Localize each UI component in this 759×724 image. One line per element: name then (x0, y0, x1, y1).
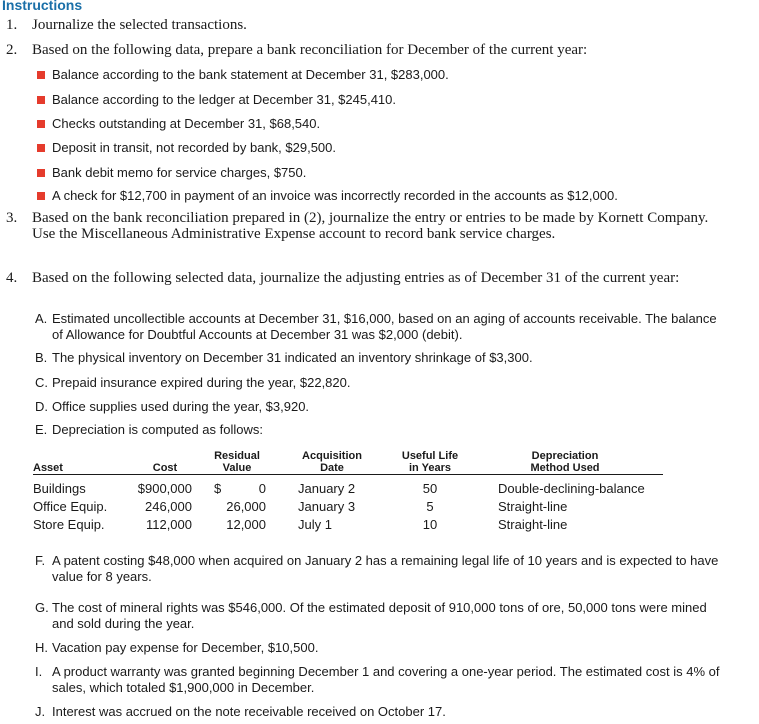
row-3-method: Straight-line (498, 517, 568, 532)
row-1-asset: Buildings (33, 481, 86, 496)
adjustment-h (35, 640, 725, 656)
step-3-number: 3. (6, 210, 18, 226)
header-useful-life-line2: in Years (409, 462, 451, 474)
bank-item-3: Checks outstanding at December 31, $68,540. (52, 116, 321, 131)
adjustment-text: Interest was accrued on the note receivable received on October 17. (52, 704, 446, 719)
header-acquisition-line1: Acquisition (302, 450, 362, 462)
adjustment-text: Vacation pay expense for December, $10,500. (52, 640, 319, 655)
adjustment-text: The physical inventory on December 31 indicated an inventory shrinkage of $3,300. (52, 350, 533, 365)
header-method-line2: Method Used (530, 462, 600, 474)
adjustment-text: A patent costing $48,000 when acquired on January 2 has a remaining legal life of 10 years and is expected to have value for 8 years. (52, 553, 719, 584)
row-1-residual-sign: $ (214, 481, 222, 496)
adjustment-c (35, 375, 725, 391)
adjustment-letter: A. (35, 311, 48, 326)
header-residual-line2: Value (222, 462, 252, 474)
row-3-cost: 112,000 (145, 517, 192, 532)
adjustment-text: Prepaid insurance expired during the year, $22,820. (52, 375, 351, 390)
adjustment-letter: I. (35, 664, 43, 679)
row-2-life: 5 (426, 499, 434, 514)
adjustment-text: Estimated uncollectible accounts at December 31, $16,000, based on an aging of accounts receivable. The balance of Allowance for Doubtful Accounts at December 31 was $2,000 (debit). (52, 311, 717, 342)
step-1-text: Journalize the selected transactions. (32, 17, 247, 33)
row-2-asset: Office Equip. (33, 499, 108, 514)
row-3-date: July 1 (298, 517, 332, 532)
adjustment-j (35, 704, 725, 720)
row-2-residual: 26,000 (226, 499, 266, 514)
adjustment-letter: H. (35, 640, 48, 655)
adjustment-letter: J. (35, 704, 46, 719)
adjustment-i (35, 664, 725, 696)
header-residual-line1: Residual (214, 450, 260, 462)
row-1-method: Double-declining-balance (498, 481, 645, 496)
row-1-date: January 2 (298, 481, 356, 496)
adjustment-text: Office supplies used during the year, $3,920. (52, 399, 310, 414)
step-1-number: 1. (6, 17, 18, 33)
bullet-icon (37, 96, 45, 104)
adjustment-text: Depreciation is computed as follows: (52, 422, 263, 437)
bank-item-4: Deposit in transit, not recorded by bank, $29,500. (52, 140, 337, 155)
adjustment-letter: B. (35, 350, 48, 365)
adjustment-a (35, 311, 725, 343)
row-3-residual: 12,000 (226, 517, 266, 532)
header-acquisition-line2: Date (320, 462, 344, 474)
adjustment-text: A product warranty was granted beginning December 1 and covering a one-year period. The estimated cost is 4% of sales, which totaled $1,900,000 in December. (52, 664, 720, 695)
instructions-title: Instructions (2, 0, 83, 13)
step-2-text: Based on the following data, prepare a bank reconciliation for December of the current year: (32, 42, 588, 58)
adjustment-text: The cost of mineral rights was $546,000. Of the estimated deposit of 910,000 tons of ore, 50,000 tons were mined and sold during the year. (52, 600, 707, 631)
row-3-life: 10 (422, 517, 438, 532)
bank-item-5: Bank debit memo for service charges, $750. (52, 165, 307, 180)
bank-item-6: A check for $12,700 in payment of an invoice was incorrectly recorded in the accounts as $12,000. (52, 188, 618, 203)
row-1-residual: 0 (258, 481, 266, 496)
row-2-cost: 246,000 (145, 499, 192, 514)
adjustment-letter: D. (35, 399, 48, 414)
step-3-text: Based on the bank reconciliation prepared in (2), journalize the entry or entries to be made by Kornett Company. Use the Miscellaneous Administrative Expense account to record bank service charges. (32, 210, 709, 242)
bullet-icon (37, 120, 45, 128)
adjustment-letter: F. (35, 553, 46, 568)
row-2-method: Straight-line (498, 499, 568, 514)
bullet-icon (37, 144, 45, 152)
adjustment-b (35, 350, 725, 366)
adjustment-e (35, 422, 725, 438)
step-4-number: 4. (6, 270, 18, 286)
bullet-icon (37, 192, 45, 200)
adjustment-letter: G. (35, 600, 49, 615)
bank-item-2: Balance according to the ledger at December 31, $245,410. (52, 92, 397, 107)
row-1-life: 50 (422, 481, 438, 496)
header-useful-life-line1: Useful Life (401, 450, 459, 462)
header-method-line1: Depreciation (531, 450, 599, 462)
bank-item-1: Balance according to the bank statement at December 31, $283,000. (52, 67, 449, 82)
header-cost: Cost (152, 462, 178, 474)
adjustment-d (35, 399, 725, 415)
adjustment-letter: E. (35, 422, 48, 437)
adjustment-g (35, 600, 725, 632)
adjustment-f (35, 553, 725, 585)
bullet-icon (37, 71, 45, 79)
table-header-rule (33, 474, 663, 475)
step-4-text: Based on the following selected data, journalize the adjusting entries as of December 31 of the current year: (32, 270, 680, 286)
row-3-asset: Store Equip. (33, 517, 105, 532)
adjustment-letter: C. (35, 375, 48, 390)
bullet-icon (37, 169, 45, 177)
row-2-date: January 3 (298, 499, 356, 514)
header-asset: Asset (33, 462, 63, 474)
step-2-number: 2. (6, 42, 18, 58)
row-1-cost: $900,000 (137, 481, 192, 496)
